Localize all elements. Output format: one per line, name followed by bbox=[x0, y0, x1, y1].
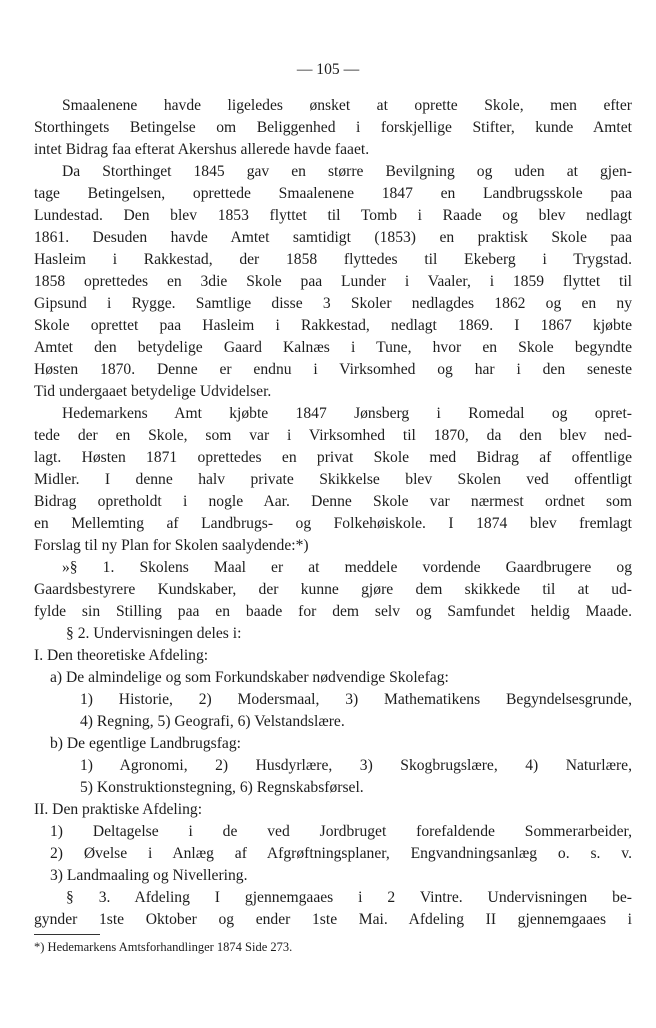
text-line: Høsten 1870. Denne er endnu i Virksomhed og har i den seneste bbox=[34, 361, 632, 378]
text-line: 1) Deltagelse i de ved Jordbruget forefaldende Sommerarbeider, bbox=[50, 823, 632, 840]
text-line: Bidrag opretholdt i nogle Aar. Denne Skole var nærmest ordnet som bbox=[34, 493, 632, 510]
text-line: Lundestad. Den blev 1853 flyttet til Tomb i Raade og blev nedlagt bbox=[34, 207, 632, 224]
text-line: 1858 oprettedes en 3die Skole paa Lunder i Vaaler, i 1859 flyttet til bbox=[34, 273, 632, 290]
text-line: 1861. Desuden havde Amtet samtidigt (1853) en praktisk Skole paa bbox=[34, 229, 632, 246]
text-line: »§ 1. Skolens Maal er at meddele vordende Gaardbrugere og bbox=[62, 559, 632, 576]
text-line: Skole oprettet paa Hasleim i Rakkestad, nedlagt 1869. I 1867 kjøbte bbox=[34, 317, 632, 334]
footnote-rule bbox=[34, 934, 100, 935]
text-line: Gipsund i Rygge. Samtlige disse 3 Skoler nedlagdes 1862 og en ny bbox=[34, 295, 632, 312]
text-line: lagt. Høsten 1871 oprettedes en privat Skole med Bidrag af offentlige bbox=[34, 449, 632, 466]
text-line: II. Den praktiske Afdeling: bbox=[34, 801, 203, 818]
page-number: — 105 — bbox=[296, 61, 360, 78]
text-line: b) De egentlige Landbrugsfag: bbox=[50, 735, 241, 752]
text-line: 4) Regning, 5) Geografi, 6) Velstandslære. bbox=[80, 713, 345, 730]
text-line: I. Den theoretiske Afdeling: bbox=[34, 647, 209, 664]
text-line: § 3. Afdeling I gjennemgaaes i 2 Vintre. Undervisningen be- bbox=[66, 889, 632, 906]
text-line: tede der en Skole, som var i Virksomhed til 1870, da den blev ned- bbox=[34, 427, 632, 444]
text-line: 1) Historie, 2) Modersmaal, 3) Mathematikens Begyndelsesgrunde, bbox=[80, 691, 632, 708]
text-line: en Mellemting af Landbrugs- og Folkehøiskole. I 1874 blev fremlagt bbox=[34, 515, 632, 532]
text-line: a) De almindelige og som Forkundskaber nødvendige Skolefag: bbox=[50, 669, 449, 686]
text-line: Amtet den betydelige Gaard Kalnæs i Tune, hvor en Skole begyndte bbox=[34, 339, 632, 356]
text-line: 5) Konstruktionstegning, 6) Regnskabsførsel. bbox=[80, 779, 364, 796]
text-line: Forslag til ny Plan for Skolen saalydende:*) bbox=[34, 537, 309, 554]
text-line: Tid undergaaet betydelige Udvidelser. bbox=[34, 383, 272, 400]
text-line: Hasleim i Rakkestad, der 1858 flyttedes til Ekeberg i Trygstad. bbox=[34, 251, 632, 268]
text-line: Smaalenene havde ligeledes ønsket at oprette Skole, men efter bbox=[62, 97, 632, 114]
text-line: Da Storthinget 1845 gav en større Bevilgning og uden at gjen- bbox=[62, 163, 632, 180]
text-line: Storthingets Betingelse om Beliggenhed i forskjellige Stifter, kunde Amtet bbox=[34, 119, 632, 136]
text-line: gynder 1ste Oktober og ender 1ste Mai. Afdeling II gjennemgaaes i bbox=[34, 911, 632, 928]
text-line: fylde sin Stilling paa en baade for dem selv og Samfundet heldig Maade. bbox=[34, 603, 632, 620]
text-line: 2) Øvelse i Anlæg af Afgrøftningsplaner, Engvandningsanlæg o. s. v. bbox=[50, 845, 632, 862]
text-line: 3) Landmaaling og Nivellering. bbox=[50, 867, 248, 884]
text-line: Midler. I denne halv private Skikkelse blev Skolen ved offentligt bbox=[34, 471, 632, 488]
text-line: Hedemarkens Amt kjøbte 1847 Jønsberg i Romedal og opret- bbox=[62, 405, 632, 422]
text-line: § 2. Undervisningen deles i: bbox=[66, 625, 242, 642]
footnote: *) Hedemarkens Amtsforhandlinger 1874 Side 273. bbox=[34, 940, 293, 954]
text-line: 1) Agronomi, 2) Husdyrlære, 3) Skogbrugslære, 4) Naturlære, bbox=[80, 757, 632, 774]
text-line: intet Bidrag faa efterat Akershus allerede havde faaet. bbox=[34, 141, 370, 158]
text-line: Gaardsbestyrere Kundskaber, der kunne gjøre dem skikkede til at ud- bbox=[34, 581, 632, 598]
text-line: tage Betingelsen, oprettede Smaalenene 1847 en Landbrugsskole paa bbox=[34, 185, 632, 202]
